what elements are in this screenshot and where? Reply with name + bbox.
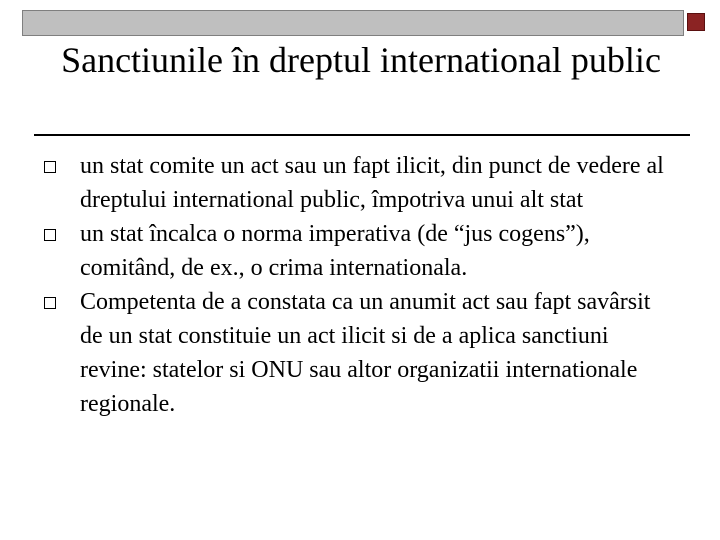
square-bullet-icon (44, 229, 56, 241)
bullet-item (36, 149, 676, 217)
top-decor-bar (22, 10, 684, 36)
bullet-item (36, 285, 676, 421)
bullet-item (36, 217, 676, 285)
title-divider (34, 134, 690, 136)
bullet-text: un stat încalca o norma imperativa (de “jus cogens”), comitând, de ex., o crima internationala. (80, 221, 590, 281)
slide-title: Sanctiunile în dreptul international public (61, 40, 661, 80)
corner-decor-square (687, 13, 705, 31)
bullet-list (36, 149, 676, 421)
square-bullet-icon (44, 161, 56, 173)
square-bullet-icon (44, 297, 56, 309)
bullet-text: Competenta de a constata ca un anumit act sau fapt savârsit de un stat constituie un act ilicit si de a aplica sanctiuni revine: statelor si ONU sau altor organizatii internationale regionale. (80, 289, 651, 417)
bullet-text: un stat comite un act sau un fapt ilicit, din punct de vedere al dreptului international public, împotriva unui alt stat (80, 153, 664, 213)
